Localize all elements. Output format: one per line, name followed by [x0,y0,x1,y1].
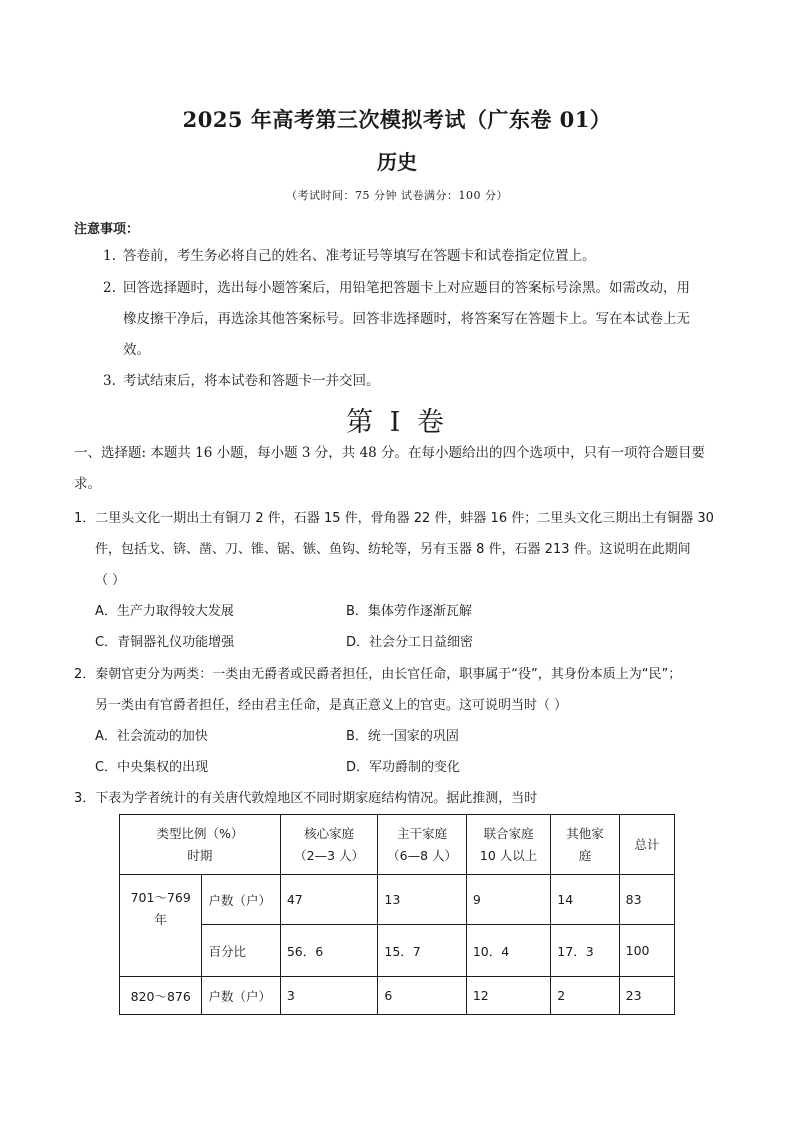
table-period-cell: 820～876 [120,977,202,1015]
table-cell: 13 [378,875,466,925]
table-header-cell [551,815,619,875]
table-header-cell [378,815,466,875]
question-1-option-d[interactable]: D．社会分工日益细密 [346,635,474,650]
question-2-option-c[interactable]: C．中央集权的出现 [95,760,209,775]
table-cell: 2 [551,977,619,1015]
table-cell: 15．7 [378,925,466,977]
part-title: 第 I 卷 [346,407,448,438]
table-cell: 17．3 [551,925,619,977]
header-line: （2—3 人） [294,847,365,863]
notice-item-continued: 橡皮擦干净后，再选涂其他答案标号。回答非选择题时，将答案写在答题卡上。写在本试卷上无 [123,311,690,327]
table-row-label: 户数（户） [202,875,280,925]
table-corner-cell [120,815,281,875]
header-line: 总计 [634,836,660,852]
table-cell: 6 [378,977,466,1015]
header-line: （6—8 人） [387,847,458,863]
question-1-blank: （ ） [95,573,126,588]
table-cell: 10．4 [466,925,550,977]
question-2-option-d[interactable]: D．军功爵制的变化 [346,760,461,775]
subject-title: 历史 [377,150,417,174]
table-header-cell [466,815,550,875]
notice-item-number: 3. [103,373,116,389]
question-1-option-b[interactable]: B．集体劳作逐渐瓦解 [346,604,472,619]
question-1-option-c[interactable]: C．青铜器礼仪功能增强 [95,635,235,650]
notice-item-continued: 效。 [123,342,150,358]
notice-item-text: 答卷前，考生务必将自己的姓名、准考证号等填写在答题卡和试卷指定位置上。 [123,248,596,264]
table-row-label: 户数（户） [202,977,280,1015]
question-1-stem: 1．二里头文化一期出土有铜刀 2 件，石器 15 件，骨角器 22 件，蚌器 16 件；二里头文化三期出土有铜器 30 [74,511,714,526]
table-corner-top: 类型比例（%） [156,825,244,841]
question-3-stem: 3．下表为学者统计的有关唐代敦煌地区不同时期家庭结构情况。据此推测，当时 [74,791,538,806]
table-cell: 47 [280,875,378,925]
table-cell: 12 [466,977,550,1015]
question-2-stem-cont: 另一类由有官爵者担任，经由君主任命，是真正意义上的官吏。这可说明当时（ ） [95,698,568,713]
period-line: 年 [154,912,167,927]
question-2-option-a[interactable]: A．社会流动的加快 [95,729,208,744]
notice-item [103,273,723,304]
notice-item-text: 考试结束后，将本试卷和答题卡一并交回。 [123,373,380,389]
header-line: 联合家庭 [483,825,534,841]
exam-info: （考试时间：75 分钟 试卷满分：100 分） [286,189,508,202]
table-row [120,925,675,977]
question-1-stem-cont: 件，包括戈、锛、凿、刀、锥、锯、镞、鱼钩、纺轮等，另有玉器 8 件，石器 213 件。这说明在此期间 [95,542,691,557]
table-cell: 14 [551,875,619,925]
notice-item [103,241,723,272]
header-line: 核心家庭 [304,825,355,841]
table-cell: 23 [619,977,674,1015]
table-row [120,875,675,925]
notice-item-text: 回答选择题时，选出每小题答案后，用铅笔把答题卡上对应题目的答案标号涂黑。如需改动，用 [123,280,690,296]
family-structure-table [119,814,675,1015]
question-1-option-a[interactable]: A．生产力取得较大发展 [95,604,234,619]
exam-title: 2025 年高考第三次模拟考试（广东卷 01） [182,107,612,132]
table-header-cell [619,815,674,875]
question-2-stem: 2．秦朝官吏分为两类：一类由无爵者或民爵者担任，由长官任命，职事属于“役”，其身份本质上为“民”； [74,667,682,682]
notice-item-number: 2. [103,280,116,296]
table-cell: 3 [280,977,378,1015]
table-period-cell [120,875,202,977]
question-2-option-b[interactable]: B．统一国家的巩固 [346,729,459,744]
table-header-cell [280,815,378,875]
section-instructions: 一、选择题: 本题共 16 小题，每小题 3 分，共 48 分。在每小题给出的四个选项中，只有一项符合题目要 [74,445,706,461]
table-cell: 56．6 [280,925,378,977]
header-line: 庭 [578,847,592,863]
table-row [120,977,675,1015]
table-cell: 9 [466,875,550,925]
section-instructions-cont: 求。 [74,476,101,492]
table-corner-bottom: 时期 [187,847,213,863]
table-row-label: 百分比 [202,925,280,977]
header-line: 其他家 [566,825,604,841]
notice-item-number: 1. [103,248,116,264]
notice-heading: 注意事项： [74,222,140,237]
table-header-row [120,815,675,875]
header-line: 10 人以上 [479,847,538,863]
header-line: 主干家庭 [397,825,448,841]
table-cell: 100 [619,925,674,977]
period-line: 701～769 [130,890,191,905]
table-cell: 83 [619,875,674,925]
notice-item [103,366,723,397]
